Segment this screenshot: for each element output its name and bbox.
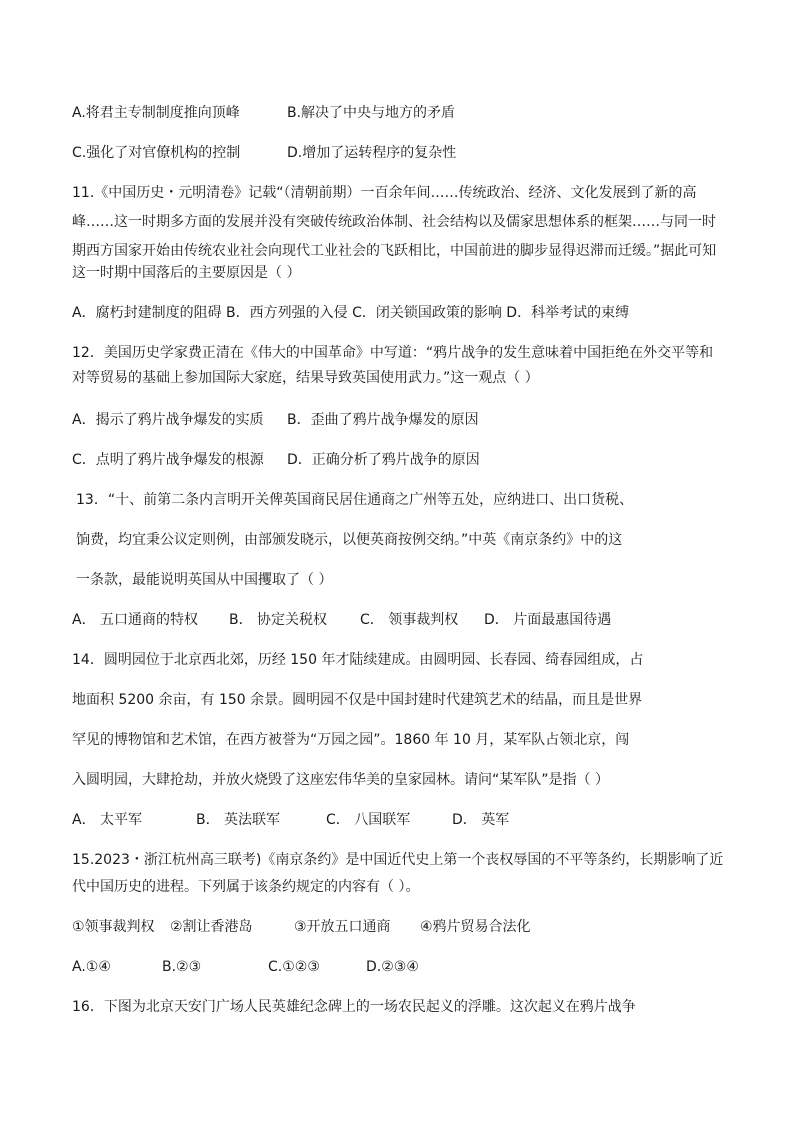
q11-line: 峰……这一时期多方面的发展并没有突破传统政治体制、社会结构以及儒家思想体系的框架……与同一时 xyxy=(72,214,716,230)
q14-line: 地面积 5200 余亩，有 150 余景。圆明园不仅是中国封建时代建筑艺术的结晶，而且是世界 xyxy=(72,692,643,708)
q12-line: 对等贸易的基础上参加国际大家庭，结果导致英国使用武力。”这一观点（ ） xyxy=(72,370,539,386)
q15-item-3: ③开放五口通商 xyxy=(294,919,391,935)
q13-line: 一条款，最能说明英国从中国攫取了（ ） xyxy=(76,572,333,588)
q15-option-b: B.②③ xyxy=(162,959,202,975)
q15-item-1: ①领事裁判权 xyxy=(72,919,155,935)
q14-option-c: C． 八国联军 xyxy=(326,812,411,828)
q14-line: 14．圆明园位于北京西北郊，历经 150 年才陆续建成。由圆明园、长春园、绮春园组成，占 xyxy=(72,652,644,668)
q10-option-d: D.增加了运转程序的复杂性 xyxy=(287,145,457,161)
q12-option-a: A．揭示了鸦片战争爆发的实质 xyxy=(72,412,264,428)
q13-line: 饷费，均宜秉公议定则例，由部颁发晓示，以便英商按例交纳。”中英《南京条约》中的这 xyxy=(76,532,623,548)
q12-option-c: C．点明了鸦片战争爆发的根源 xyxy=(72,452,264,468)
q11-line: 11.《中国历史・元明清卷》记载“（清朝前期）一百余年间……传统政治、经济、文化发展到了新的高 xyxy=(72,185,697,201)
q14-option-a: A． 太平军 xyxy=(72,812,143,828)
q10-option-b: B.解决了中央与地方的矛盾 xyxy=(287,105,456,121)
q13-option-d: D． 片面最惠国待遇 xyxy=(484,612,612,628)
q13-option-c: C． 领事裁判权 xyxy=(360,612,459,628)
q12-line: 12．美国历史学家费正清在《伟大的中国革命》中写道：“鸦片战争的发生意味着中国拒绝在外交平等和 xyxy=(72,345,714,361)
q15-line: 15.2023・浙江杭州高三联考)《南京条约》是中国近代史上第一个丧权辱国的不平等条约，长期影响了近 xyxy=(72,852,724,868)
q14-option-b: B． 英法联军 xyxy=(196,812,281,828)
q14-option-d: D． 英军 xyxy=(452,812,510,828)
q15-item-2: ②割让香港岛 xyxy=(170,919,253,935)
q15-option-c: C.①②③ xyxy=(268,959,320,975)
q12-option-b: B．歪曲了鸦片战争爆发的原因 xyxy=(287,412,479,428)
q14-line: 入圆明园，大肆抢劫，并放火烧毁了这座宏伟华美的皇家园林。请问“某军队”是指（ ） xyxy=(72,772,609,788)
q15-option-a: A.①④ xyxy=(72,959,111,975)
q13-line: 13．“十、前第二条内言明开关俾英国商民居住通商之广州等五处，应纳进口、出口货税、 xyxy=(76,492,634,508)
q10-option-a: A.将君主专制制度推向顶峰 xyxy=(72,105,240,121)
q15-option-d: D.②③④ xyxy=(366,959,419,975)
q15-line: 代中国历史的进程。下列属于该条约规定的内容有（ ）。 xyxy=(72,879,420,895)
q10-option-c: C.强化了对官僚机构的控制 xyxy=(72,145,241,161)
q13-option-a: A． 五口通商的特权 xyxy=(72,612,199,628)
q11-line: 这一时期中国落后的主要原因是（ ） xyxy=(72,265,301,281)
q13-option-b: B． 协定关税权 xyxy=(229,612,328,628)
q16-line: 16．下图为北京天安门广场人民英雄纪念碑上的一场农民起义的浮雕。这次起义在鸦片战争 xyxy=(72,999,636,1015)
q11-line: 期西方国家开始由传统农业社会向现代工业社会的飞跃相比，中国前进的脚步显得迟滞而迁缓。”据此可知 xyxy=(72,243,717,259)
q11-options: A．腐朽封建制度的阻碍 B．西方列强的入侵 C．闭关锁国政策的影响 D．科举考试的束缚 xyxy=(72,305,630,321)
q15-item-4: ④鸦片贸易合法化 xyxy=(420,919,531,935)
q12-option-d: D．正确分析了鸦片战争的原因 xyxy=(287,452,480,468)
q14-line: 罕见的博物馆和艺术馆，在西方被誉为“万园之园”。1860 年 10 月，某军队占领北京，闯 xyxy=(72,732,630,748)
